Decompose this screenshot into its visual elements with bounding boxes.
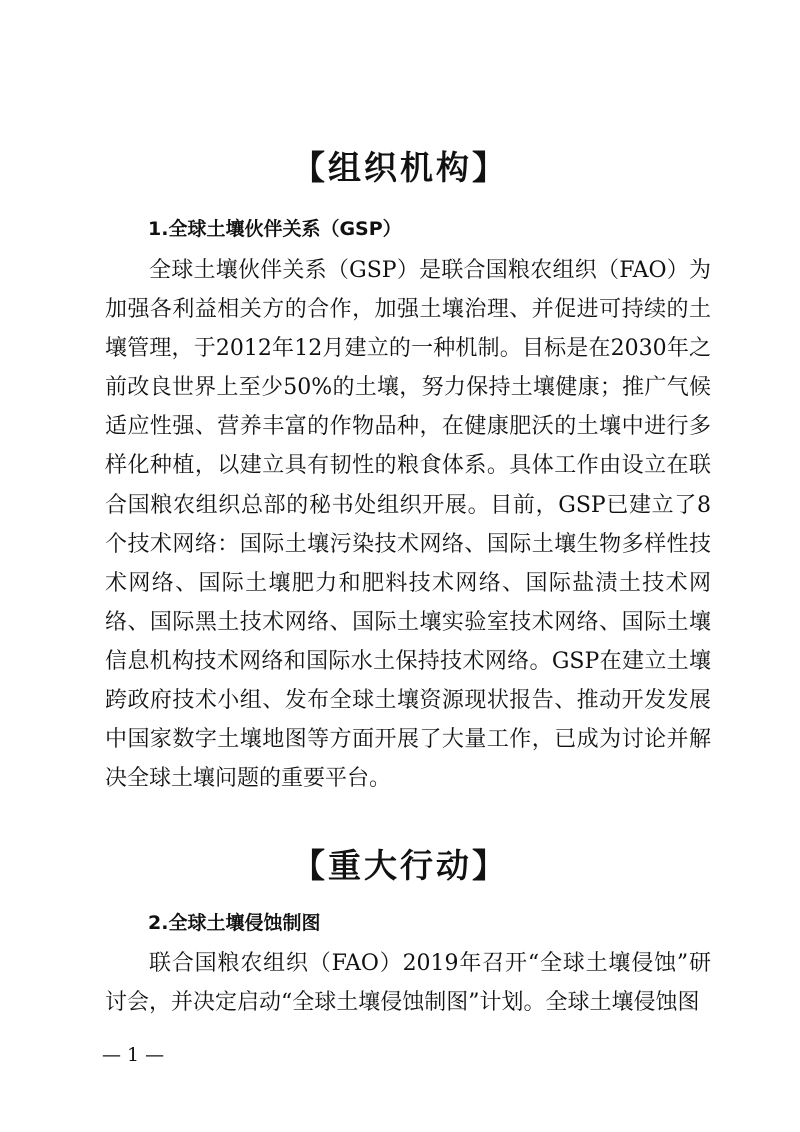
page-number: — 1 — [102,1044,165,1066]
section-title-major-actions: 【重大行动】 [292,846,508,885]
subheading-gsp: 1.全球土壤伙伴关系（GSP） [148,218,402,240]
paragraph-soil-erosion: 联合国粮农组织（FAO）2019年召开“全球土壤侵蚀”研讨会，并决定启动“全球土壤侵蚀制图”计划。全球土壤侵蚀图 [105,951,711,1016]
subheading-soil-erosion-mapping: 2.全球土壤侵蚀制图 [148,912,321,934]
paragraph-gsp: 全球土壤伙伴关系（GSP）是联合国粮农组织（FAO）为加强各利益相关方的合作，加强土壤治理、并促进可持续的土壤管理，于2012年12月建立的一种机制。目标是在2030年之前改良世界上至少50%的土壤，努力保持土壤健康；推广气候适应性强、营养丰富的作物品种，在健康肥沃的土壤中进行多样化种植，以建立具有韧性的粮食体系。具体工作由设立在联合国粮农组织总部的秘书处组织开展。目前，GSP已建立了8个技术网络：国际土壤污染技术网络、国际土壤生物多样性技术网络、国际土壤肥力和肥料技术网络、国际盐渍土技术网络、国际黑土技术网络、国际土壤实验室技术网络、国际土壤信息机构技术网络和国际水土保持技术网络。GSP在建立土壤跨政府技术小组、发布全球土壤资源现状报告、推动开发发展中国家数字土壤地图等方面开展了大量工作，已成为讨论并解决全球土壤问题的重要平台。 [105,258,711,792]
section-title-organization: 【组织机构】 [292,148,508,187]
